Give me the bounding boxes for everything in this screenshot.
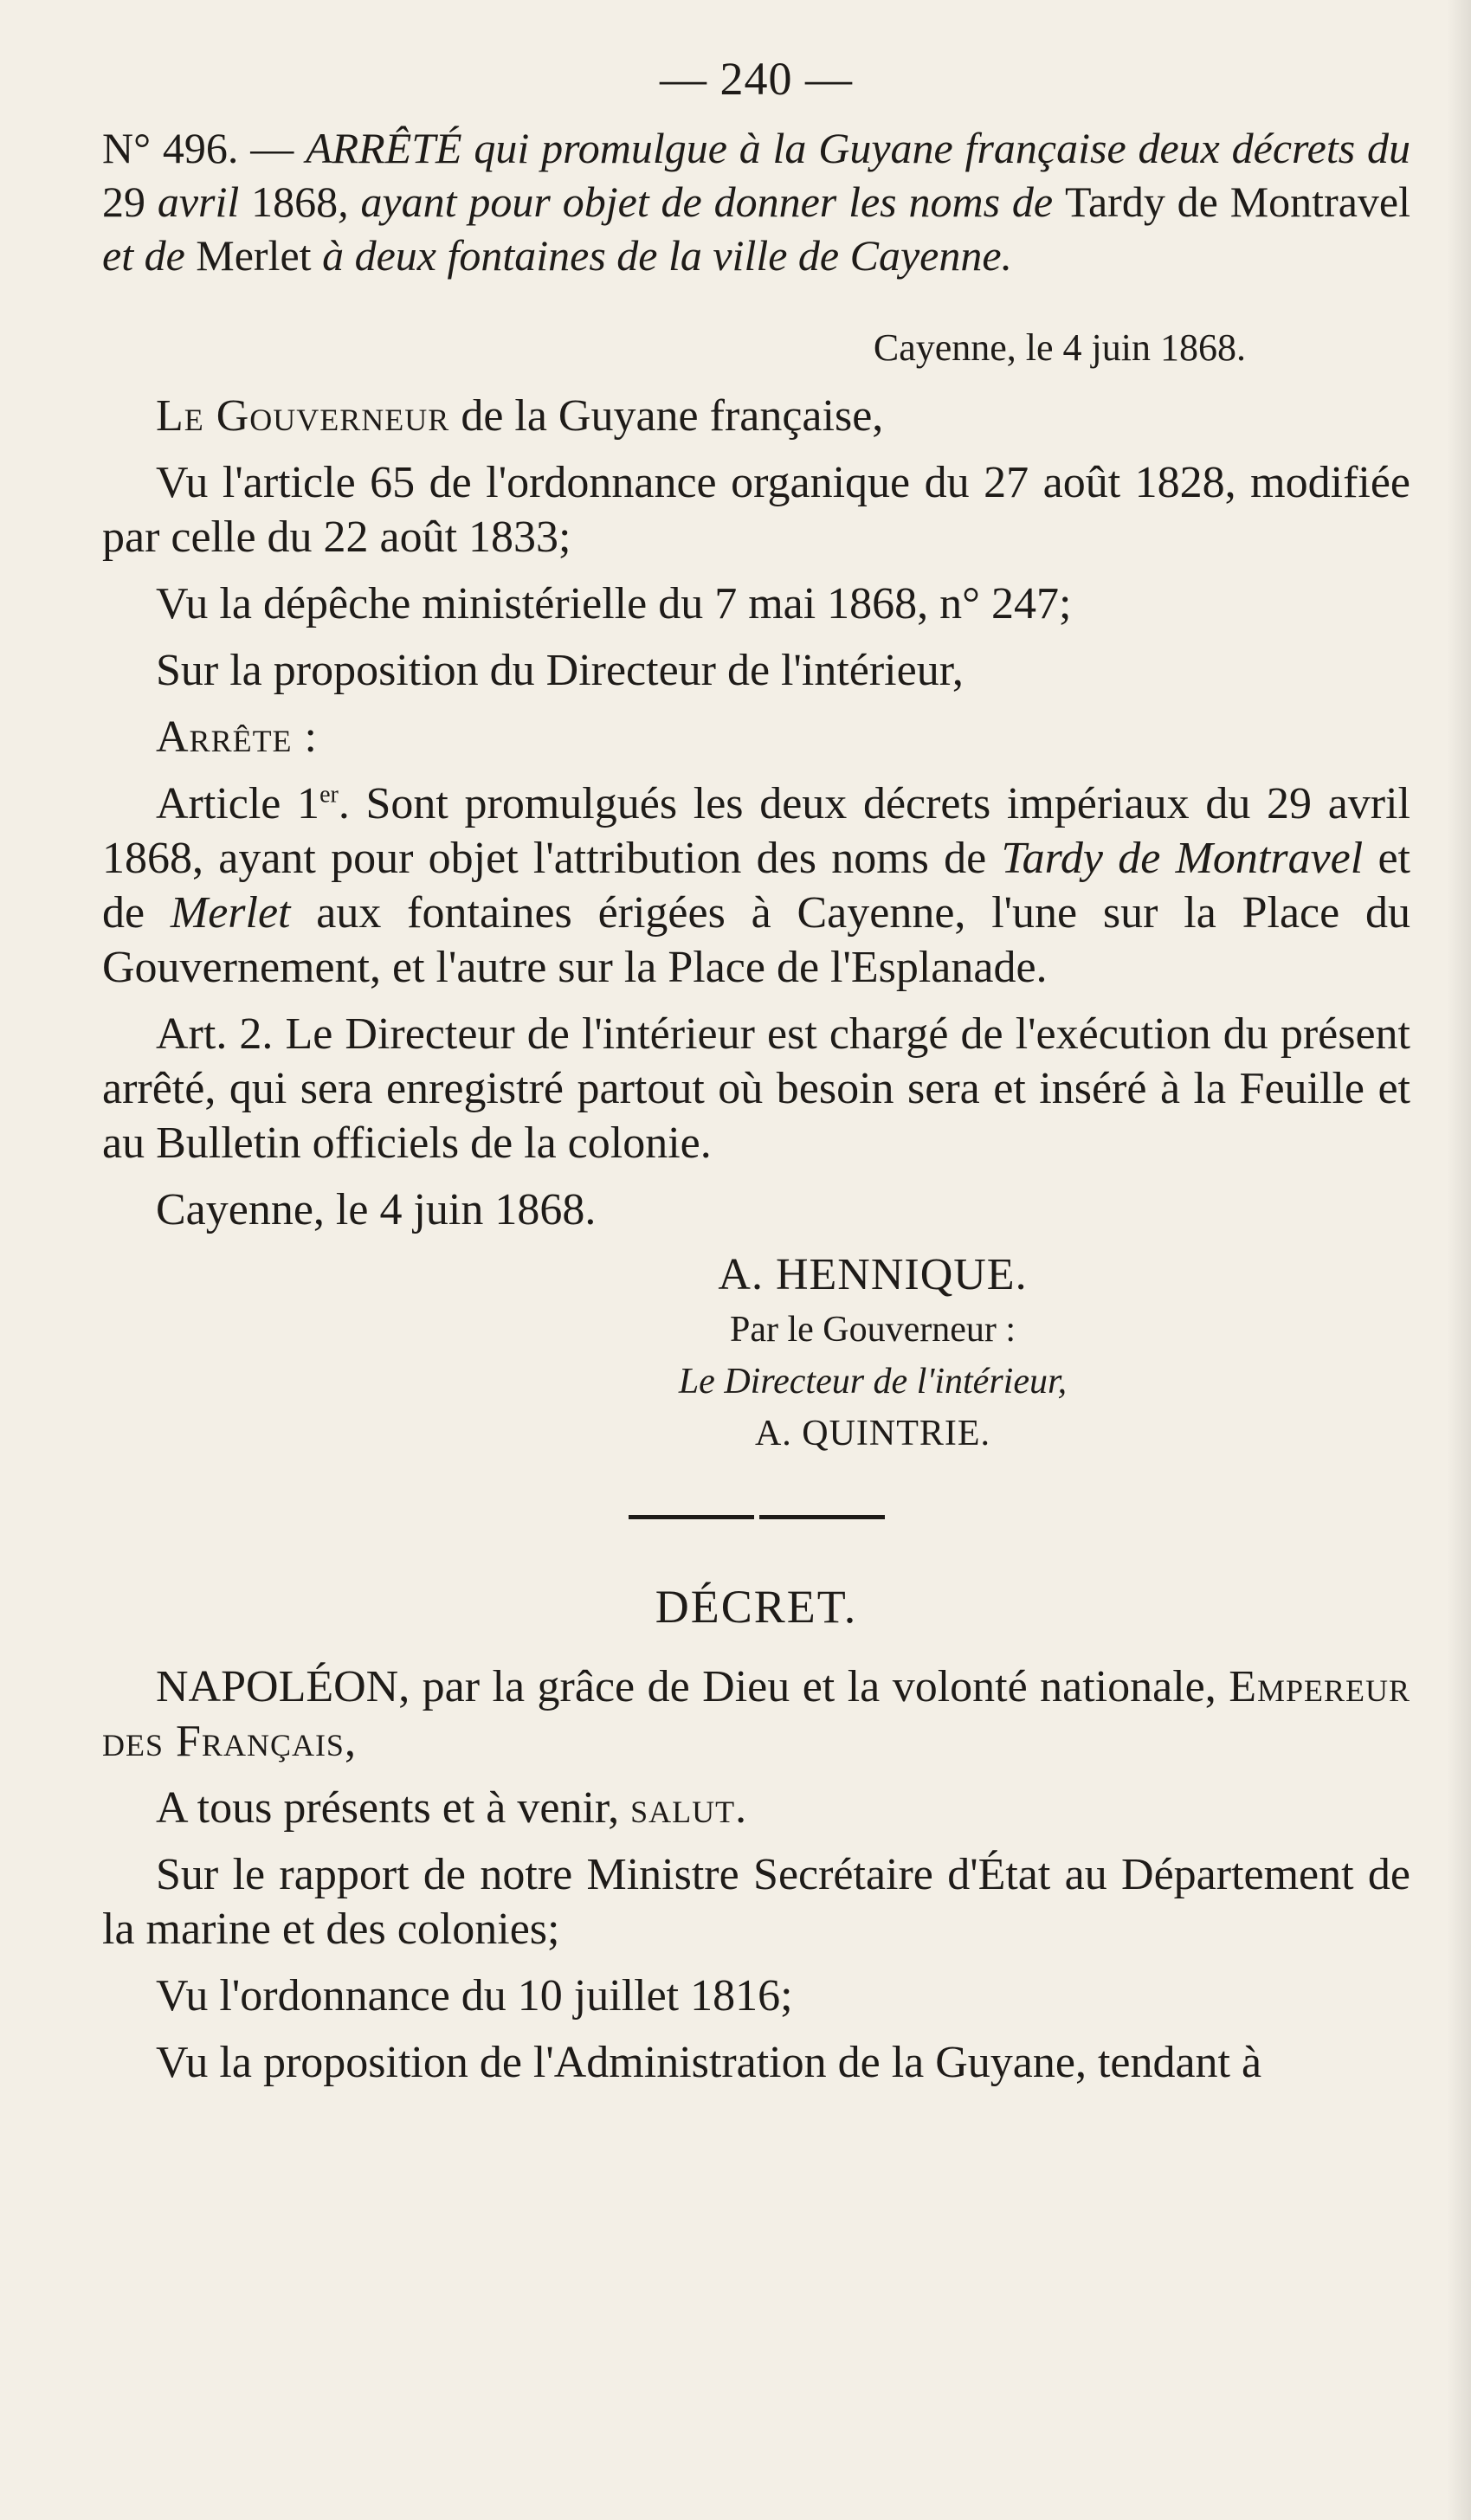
decree-proposition: Vu la proposition de l'Administration de la Guyane, tendant à [156,2038,1262,2087]
article-1-text-a: . Sont promulgués les deux décrets impériaux du 29 avril 1868, ayant pour objet l'attribution des noms de [102,779,1411,883]
closing-dateline: Cayenne, le 4 juin 1868. [156,1185,597,1234]
governor-line [102,389,1410,443]
governor-rest: de la Guyane française, [449,391,884,441]
director-role: Le Directeur de l'intérieur, [678,1362,1068,1402]
section-divider [102,1515,1410,1519]
article-2: Art. 2. Le Directeur de l'intérieur est chargé de l'exécution du présent arrêté, qui sera enregistré partout où besoin sera et inséré à la Feuille et au Bulletin officiels de la colonie. [102,1009,1410,1168]
decree-salut-end: . [735,1783,747,1833]
heading-name-tardy: Tardy de Montravel [1064,177,1410,226]
article-1-label: Article 1 [156,779,320,828]
article-1-name-tardy: Tardy de Montravel [1001,834,1364,883]
by-governor: Par le Gouverneur : [729,1310,1016,1350]
signatory-name: A. HENNIQUE. [718,1250,1028,1299]
act-number: N° 496. — [102,124,306,172]
decree-salut-text: A tous présents et à venir, [156,1783,631,1833]
heading-name-merlet: Merlet [196,231,312,280]
heading-text-3: , ayant pour objet de donner les noms de [338,177,1065,226]
article-1-text-c: aux fontaines érigées à Cayenne, l'une sur la Place du Gouvernement, et l'autre sur la Place de l'Esplanade. [102,888,1410,992]
dateline: Cayenne, le 4 juin 1868. [873,326,1246,369]
decree-salut-word: salut [630,1783,736,1833]
divider-rule-right [759,1515,885,1519]
paragraph-proposition: Sur la proposition du Directeur de l'intérieur, [156,646,964,695]
decree-title: DÉCRET. [655,1581,858,1633]
divider-rule-left [629,1515,754,1519]
page-number: — 240 — [660,53,853,105]
decree-rapport: Sur le rapport de notre Ministre Secrétaire d'État au Département de la marine et des colonies; [102,1850,1410,1954]
act-heading [102,121,1410,282]
heading-text-1: ARRÊTÉ qui promulgue à la Guyane française deux décrets du [306,124,1410,172]
countersignatory-name: A. QUINTRIE. [754,1414,991,1453]
article-1-name-merlet: Merlet [170,888,291,938]
article-1-sup: er [319,781,339,809]
governor-title: Le Gouverneur [156,391,450,441]
heading-date: 29 [102,177,145,226]
heading-and: et de [102,231,197,280]
article-1 [102,777,1410,995]
paragraph-ordonnance: Vu l'article 65 de l'ordonnance organique du 27 août 1828, modifiée par celle du 22 août 1833; [102,458,1410,562]
heading-text-4: à deux fontaines de la ville de Cayenne. [311,231,1013,280]
article-1-text-b: et de [102,834,1410,938]
decree-napoleon [102,1660,1410,1769]
decree-emperor-title: Empereur des Français [102,1662,1410,1766]
arrete-label: Arrête : [156,712,318,762]
decree-salut [102,1781,1410,1835]
signature-block [604,1249,1141,1454]
decree-napoleon-end: , [344,1717,356,1766]
decree-ordonnance: Vu l'ordonnance du 10 juillet 1816; [156,1971,793,2021]
paragraph-depeche: Vu la dépêche ministérielle du 7 mai 1868, n° 247; [156,579,1072,628]
decree-napoleon-text: NAPOLÉON, par la grâce de Dieu et la volonté nationale, [156,1662,1229,1711]
heading-text-2: avril [145,177,252,226]
heading-year: 1868 [251,177,339,226]
